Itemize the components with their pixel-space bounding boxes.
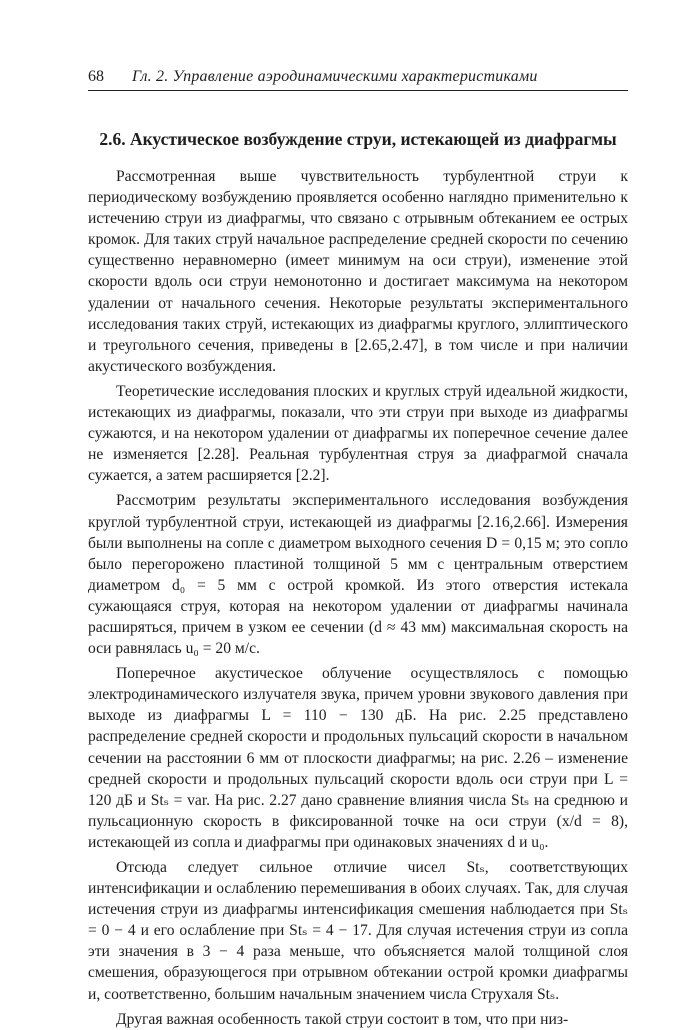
- paragraph-5: Отсюда следует сильное отличие чисел Stₛ, соответствующих интенсификации и ослаблению перемешивания в обоих случаях. Так, для случая истечения струи из диафрагмы интенсификация смешения наблюдается при Stₛ = 0 − 4 и его ослабление при Stₛ = 4 − 17. Для случая истечения струи из сопла эти значения в 3 − 4 раза меньше, что объясняется малой толщиной слоя смешения, образующегося при отрывном обтекании острой кромки диафрагмы и, соответственно, большим начальным значением числа Струхаля Stₛ.: [88, 859, 628, 1003]
- book-page: [88, 62, 628, 1030]
- running-head: [88, 62, 628, 86]
- paragraph-3: Рассмотрим результаты экспериментального исследования возбуждения круглой турбулентной струи, истекающей из диафрагмы [2.16,2.66]. Измерения были выполнены на сопле с диаметром выходного сечения D = 0,15 м; это сопло было перегорожено пластиной толщиной 5 мм с центральным отверстием диаметром d₀ = 5 мм с острой кромкой. Из этого отверстия истекала сужающаяся струя, которая на некотором удалении от диафрагмы начинала расширяться, причем в узком ее сечении (d ≈ 43 мм) максимальная скорость на оси равнялась u₀ = 20 м/с.: [88, 492, 628, 658]
- header-rule: [88, 90, 628, 91]
- paragraph-6: Другая важная особенность такой струи состоит в том, что при низ-: [116, 1010, 569, 1028]
- paragraph-1: Рассмотренная выше чувствительность турбулентной струи к периодическому возбуждению проявляется особенно наглядно применительно к истечению струи из диафрагмы, что связано с отрывным обтеканием ее острых кромок. Для таких струй начальное распределение средней скорости по сечению существенно неравномерно (имеет минимум на оси струи), изменение этой скорости вдоль оси струи немонотонно и достигает максимума на некотором удалении от начального сечения. Некоторые результаты экспериментального исследования таких струй, истекающих из диафрагмы круглого, эллиптического и треугольного сечения, приведены в [2.65,2.47], в том числе и при наличии акустического возбуждения.: [88, 168, 628, 375]
- paragraph-4: Поперечное акустическое облучение осуществлялось с помощью электродинамического излучателя звука, причем уровни звукового давления при выходе из диафрагмы L = 110 − 130 дБ. На рис. 2.25 представлено распределение средней скорости и продольных пульсаций скорости в начальном сечении на расстоянии 6 мм от плоскости диафрагмы; на рис. 2.26 – изменение средней скорости и продольных пульсаций скорости вдоль оси струи при L = 120 дБ и Stₛ = var. На рис. 2.27 дано сравнение влияния числа Stₛ на среднюю и пульсационную скорость в фиксированной точке на оси струи (x/d = 8), истекающей из сопла и диафрагмы при одинаковых значениях d и u₀.: [88, 665, 628, 851]
- page-number: 68: [88, 68, 104, 85]
- paragraph-2: Теоретические исследования плоских и круглых струй идеальной жидкости, истекающих из диафрагмы, показали, что эти струи при выходе из диафрагмы сужаются, и на некотором удалении от диафрагмы их поперечное сечение далее не изменяется [2.28]. Реальная турбулентная струя за диафрагмой сначала сужается, а затем расширяется [2.2].: [88, 382, 628, 485]
- section-title: 2.6. Акустическое возбуждение струи, истекающей из диафрагмы: [99, 129, 617, 149]
- chapter-title: Гл. 2. Управление аэродинамическими характеристиками: [132, 68, 538, 85]
